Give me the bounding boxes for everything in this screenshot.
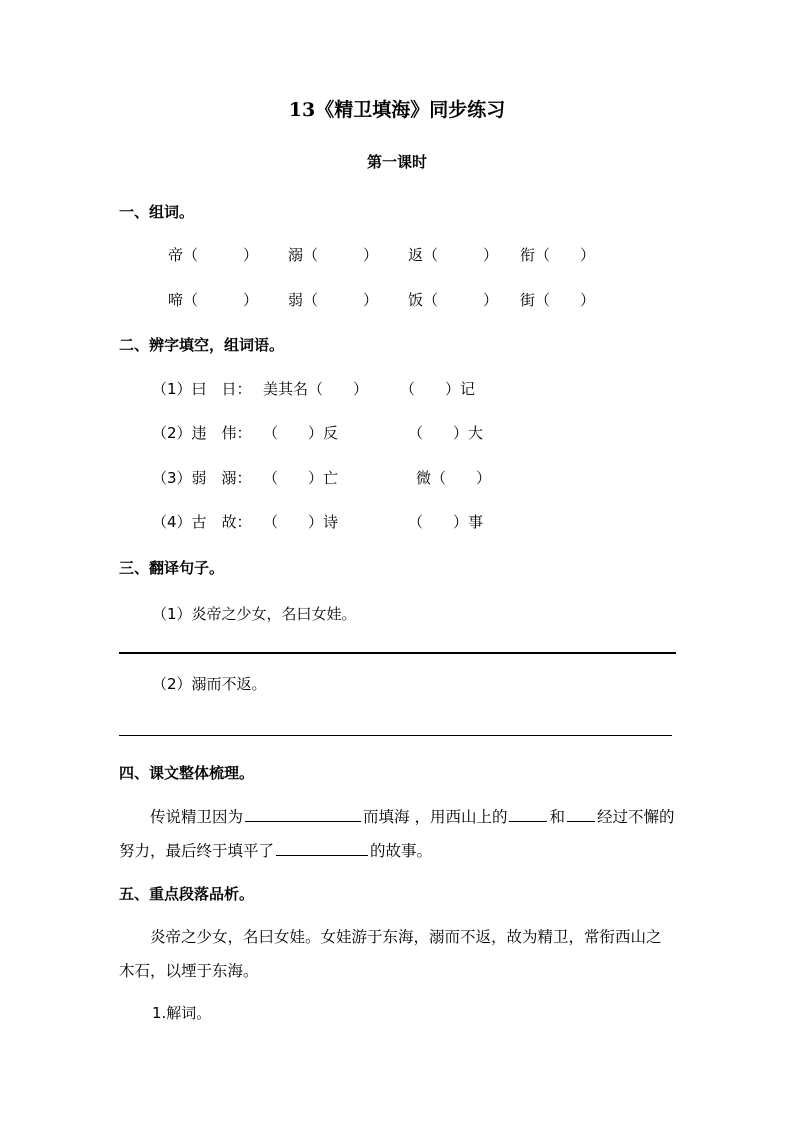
word-group-item: 溺（ ） [288,246,379,264]
fill-blank-1[interactable] [245,807,361,822]
section-1-heading: 一、组词。 [119,203,195,221]
word-group-item: 帝（ ） [168,246,259,264]
item-blank-b: （ ）事 [408,513,484,531]
answer-line-2 [119,735,672,736]
item-blank-b: （ ）大 [408,424,484,442]
summary-text: 的努力，最后终于填平了 [119,808,675,860]
summary-text: 的故事。 [370,842,433,860]
item-label: （2）违 伟： [152,424,252,442]
fill-blank-4[interactable] [276,841,368,856]
item-blank-a: （ ）反 [263,424,339,442]
translate-question-2: （2）溺而不返。 [152,675,267,693]
answer-line-1 [119,652,676,654]
item-label: （1）曰 日： [152,380,252,398]
summary-paragraph [119,800,676,868]
page-title: 13《精卫填海》同步练习 [288,99,506,121]
summary-text: 传说精卫因为 [150,808,244,826]
word-group-item: 弱（ ） [288,291,379,309]
page-subtitle: 第一课时 [366,153,427,171]
word-group-item: 啼（ ） [168,291,259,309]
section-5-heading: 五、重点段落品析。 [119,885,255,903]
summary-text: 经过不懈 [596,808,659,826]
section-4-heading: 四、课文整体梳理。 [119,764,255,782]
word-group-item: 饭（ ） [408,291,499,309]
translate-question-1: （1）炎帝之少女，名曰女娃。 [152,605,357,623]
item-blank-a: 美其名（ ） [263,380,369,398]
section-3-heading: 三、翻译句子。 [119,559,225,577]
item-blank-b: 微（ ） [416,469,492,487]
fill-blank-2[interactable] [509,807,547,822]
question-1-label: 1.解词。 [152,1004,212,1022]
item-label: （3）弱 溺： [152,469,252,487]
section-2-heading: 二、辨字填空，组词语。 [119,336,285,354]
summary-text: 和 [549,808,565,826]
word-group-item: 街（ ） [520,291,596,309]
fill-blank-3[interactable] [567,807,595,822]
item-blank-a: （ ）亡 [263,469,339,487]
key-passage: 炎帝之少女，名曰女娃。女娃游于东海，溺而不返，故为精卫，常衔西山之木石，以堙于东海。 [119,928,662,980]
summary-text: 而填海 ，用西山上的 [363,808,508,826]
item-blank-a: （ ）诗 [263,513,339,531]
item-blank-b: （ ）记 [400,380,476,398]
item-label: （4）古 故： [152,513,252,531]
word-group-item: 返（ ） [408,246,499,264]
word-group-item: 衔（ ） [520,246,596,264]
